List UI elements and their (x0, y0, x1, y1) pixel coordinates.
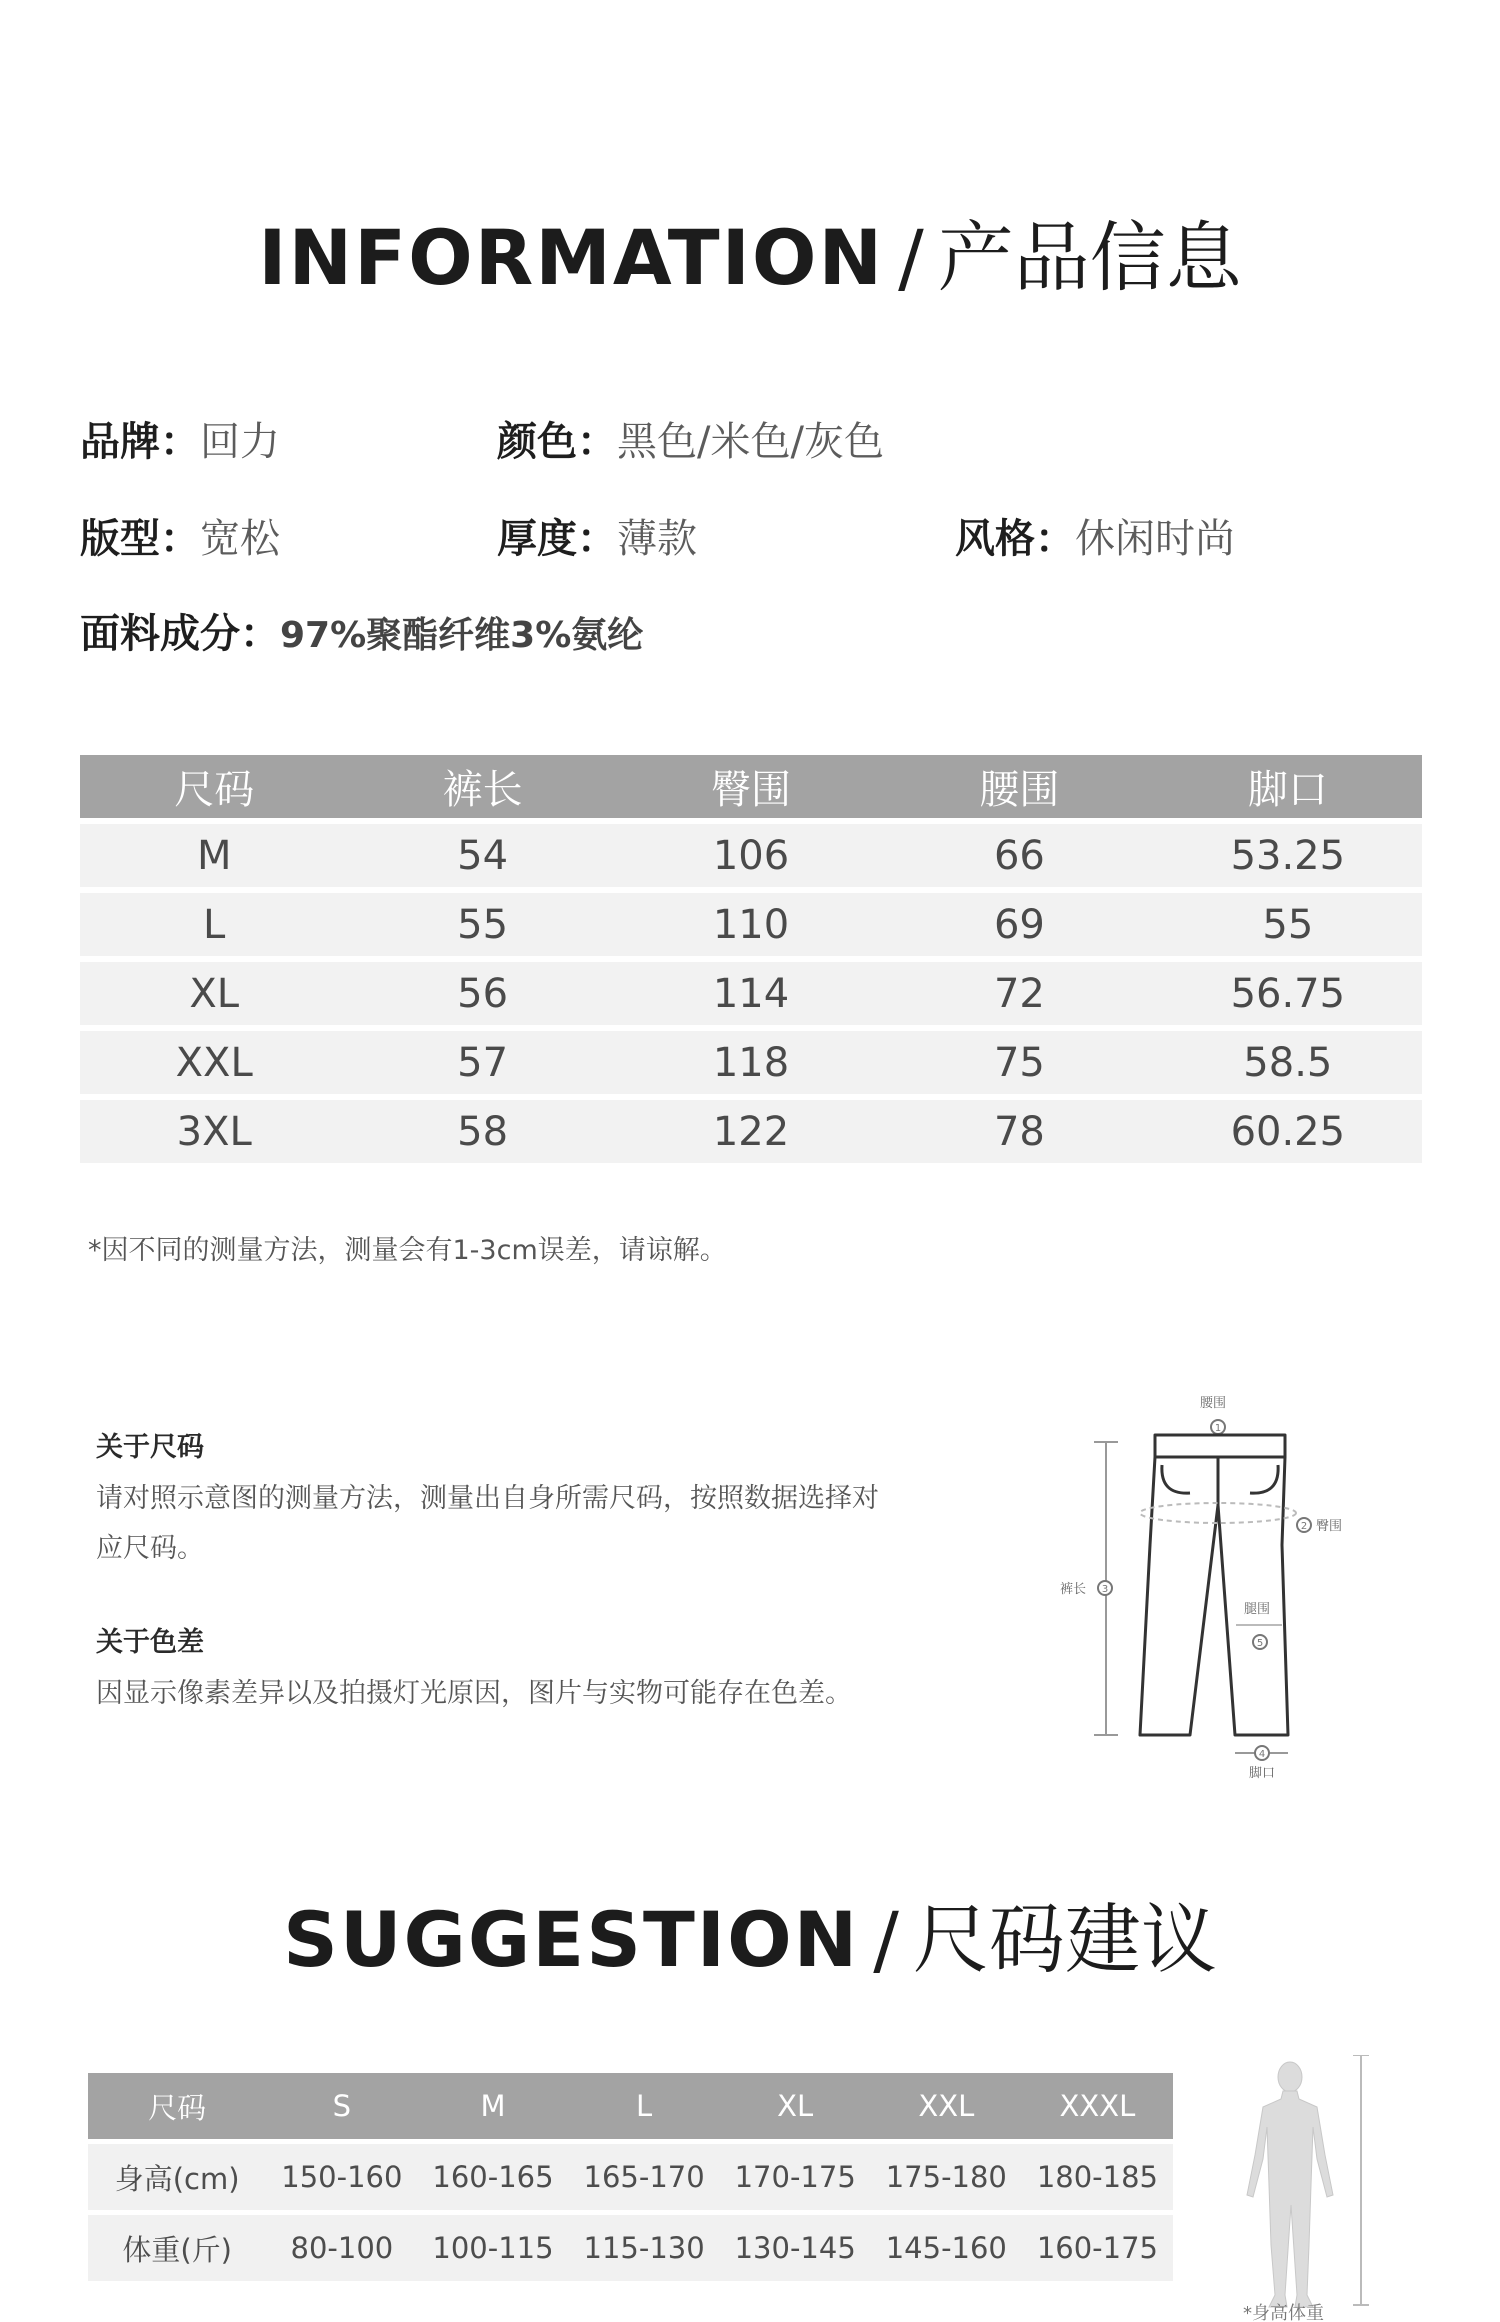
attr-fit-value: 宽松 (200, 516, 280, 562)
marker-1-number: 1 (1214, 1423, 1222, 1434)
measurement-note: *因不同的测量方法，测量会有1-3cm误差，请谅解。 (88, 1235, 727, 1266)
table-cell: 114 (712, 970, 790, 1017)
attr-style (955, 514, 1235, 564)
attr-color (497, 417, 884, 467)
header-cell: 尺码 (148, 2090, 207, 2125)
attr-brand (80, 417, 280, 467)
about-size-title: 关于尺码 (96, 1432, 204, 1463)
table-cell: XXL (175, 1039, 253, 1086)
marker-2-number: 2 (1300, 1521, 1308, 1532)
size-table (80, 755, 1422, 1169)
table-cell: 57 (457, 1039, 509, 1086)
about-color-text: 因显示像素差异以及拍摄灯光原因，图片与实物可能存在色差。 (96, 1678, 852, 1709)
header-cell: 裤长 (442, 767, 523, 813)
suggestion-table (88, 2073, 1173, 2286)
table-cell: 体重(斤) (122, 2232, 232, 2267)
table-cell: 56 (457, 970, 509, 1017)
attr-color-label: 颜色： (497, 419, 617, 465)
waist-label: 腰围 (1200, 1396, 1227, 1411)
heading-en: SUGGESTION (283, 1895, 860, 1984)
table-cell: 150-160 (281, 2160, 403, 2194)
suggestion-heading (0, 1895, 1500, 1985)
header-cell: 尺码 (174, 767, 255, 813)
header-cell: XXL (918, 2089, 975, 2123)
table-cell: 80-100 (290, 2231, 394, 2265)
table-cell: 165-170 (583, 2160, 705, 2194)
attr-fabric (80, 609, 643, 661)
attr-style-label: 风格： (955, 516, 1075, 562)
table-row (80, 1100, 1422, 1163)
table-row (80, 1031, 1422, 1094)
about-color-title: 关于色差 (96, 1627, 204, 1658)
attr-thickness (497, 514, 697, 564)
thigh-label: 腿围 (1244, 1602, 1271, 1617)
table-cell: 69 (993, 901, 1045, 948)
attr-fit-label: 版型： (80, 516, 200, 562)
attr-fabric-value: 97%聚酯纤维3%氨纶 (280, 615, 644, 656)
suggestion-table-header (88, 2073, 1173, 2139)
marker-3-number: 3 (1101, 1584, 1109, 1595)
table-cell: 3XL (176, 1108, 252, 1155)
hip-label: 臀围 (1316, 1519, 1343, 1534)
table-row (80, 893, 1422, 956)
human-figure-icon (1225, 2055, 1385, 2322)
about-size-text: 请对照示意图的测量方法，测量出自身所需尺码，按照数据选择对应尺码。 (96, 1483, 879, 1564)
table-row (88, 2144, 1173, 2210)
marker-4-number: 4 (1258, 1749, 1266, 1760)
header-cell: 脚口 (1247, 767, 1328, 813)
table-cell: 56.75 (1230, 970, 1346, 1017)
table-cell: 130-145 (734, 2231, 856, 2265)
pants-measurement-diagram (1050, 1385, 1380, 1785)
attr-brand-value: 回力 (200, 419, 280, 465)
table-cell: 160-165 (432, 2160, 554, 2194)
attr-fabric-label: 面料成分： (80, 611, 280, 657)
header-cell: 臀围 (711, 767, 792, 813)
pants-outline (1140, 1435, 1288, 1735)
table-cell: 60.25 (1230, 1108, 1346, 1155)
heading-separator: / (898, 213, 924, 302)
table-cell: 160-175 (1036, 2231, 1158, 2265)
header-cell: XL (777, 2089, 814, 2123)
table-cell: 58 (457, 1108, 509, 1155)
table-cell: 106 (712, 832, 790, 879)
table-cell: 122 (712, 1108, 790, 1155)
table-cell: 54 (457, 832, 509, 879)
length-label: 裤长 (1060, 1582, 1087, 1597)
table-cell: 118 (712, 1039, 790, 1086)
table-cell: 53.25 (1230, 832, 1346, 879)
header-cell: XXXL (1059, 2089, 1136, 2123)
table-row (88, 2215, 1173, 2281)
attr-color-value: 黑色/米色/灰色 (617, 419, 884, 465)
header-cell: M (480, 2089, 506, 2123)
size-table-header (80, 755, 1422, 818)
table-cell: 72 (993, 970, 1045, 1017)
table-cell: 66 (993, 832, 1045, 879)
attr-brand-label: 品牌： (80, 419, 200, 465)
heading-separator: / (873, 1895, 899, 1984)
heading-zh: 尺码建议 (912, 1895, 1217, 1984)
hem-label: 脚口 (1249, 1766, 1276, 1781)
header-cell: 腰围 (979, 767, 1060, 813)
table-cell: 100-115 (432, 2231, 554, 2265)
attr-fit (80, 514, 280, 564)
header-cell: L (636, 2089, 653, 2123)
table-row (80, 824, 1422, 887)
table-cell: 175-180 (885, 2160, 1007, 2194)
table-cell: 110 (712, 901, 790, 948)
attr-thickness-label: 厚度： (497, 516, 617, 562)
table-cell: 180-185 (1036, 2160, 1158, 2194)
table-cell: L (203, 901, 226, 948)
header-cell: S (332, 2089, 352, 2123)
table-row (80, 962, 1422, 1025)
table-cell: 145-160 (885, 2231, 1007, 2265)
heading-en: INFORMATION (258, 213, 885, 302)
figure-label: *身高体重 (1243, 2303, 1324, 2322)
silhouette (1247, 2062, 1333, 2307)
heading-zh: 产品信息 (937, 213, 1242, 302)
table-cell: 115-130 (583, 2231, 705, 2265)
table-cell: XL (189, 970, 240, 1017)
information-heading (0, 213, 1500, 303)
table-cell: 58.5 (1243, 1039, 1333, 1086)
table-cell: 75 (993, 1039, 1045, 1086)
table-cell: 170-175 (734, 2160, 856, 2194)
attr-style-value: 休闲时尚 (1075, 516, 1235, 562)
table-cell: 78 (993, 1108, 1045, 1155)
table-cell: 身高(cm) (114, 2161, 240, 2196)
attr-thickness-value: 薄款 (617, 516, 697, 562)
table-cell: M (196, 832, 232, 879)
table-cell: 55 (457, 901, 509, 948)
table-cell: 55 (1262, 901, 1314, 948)
marker-5-number: 5 (1256, 1638, 1264, 1649)
